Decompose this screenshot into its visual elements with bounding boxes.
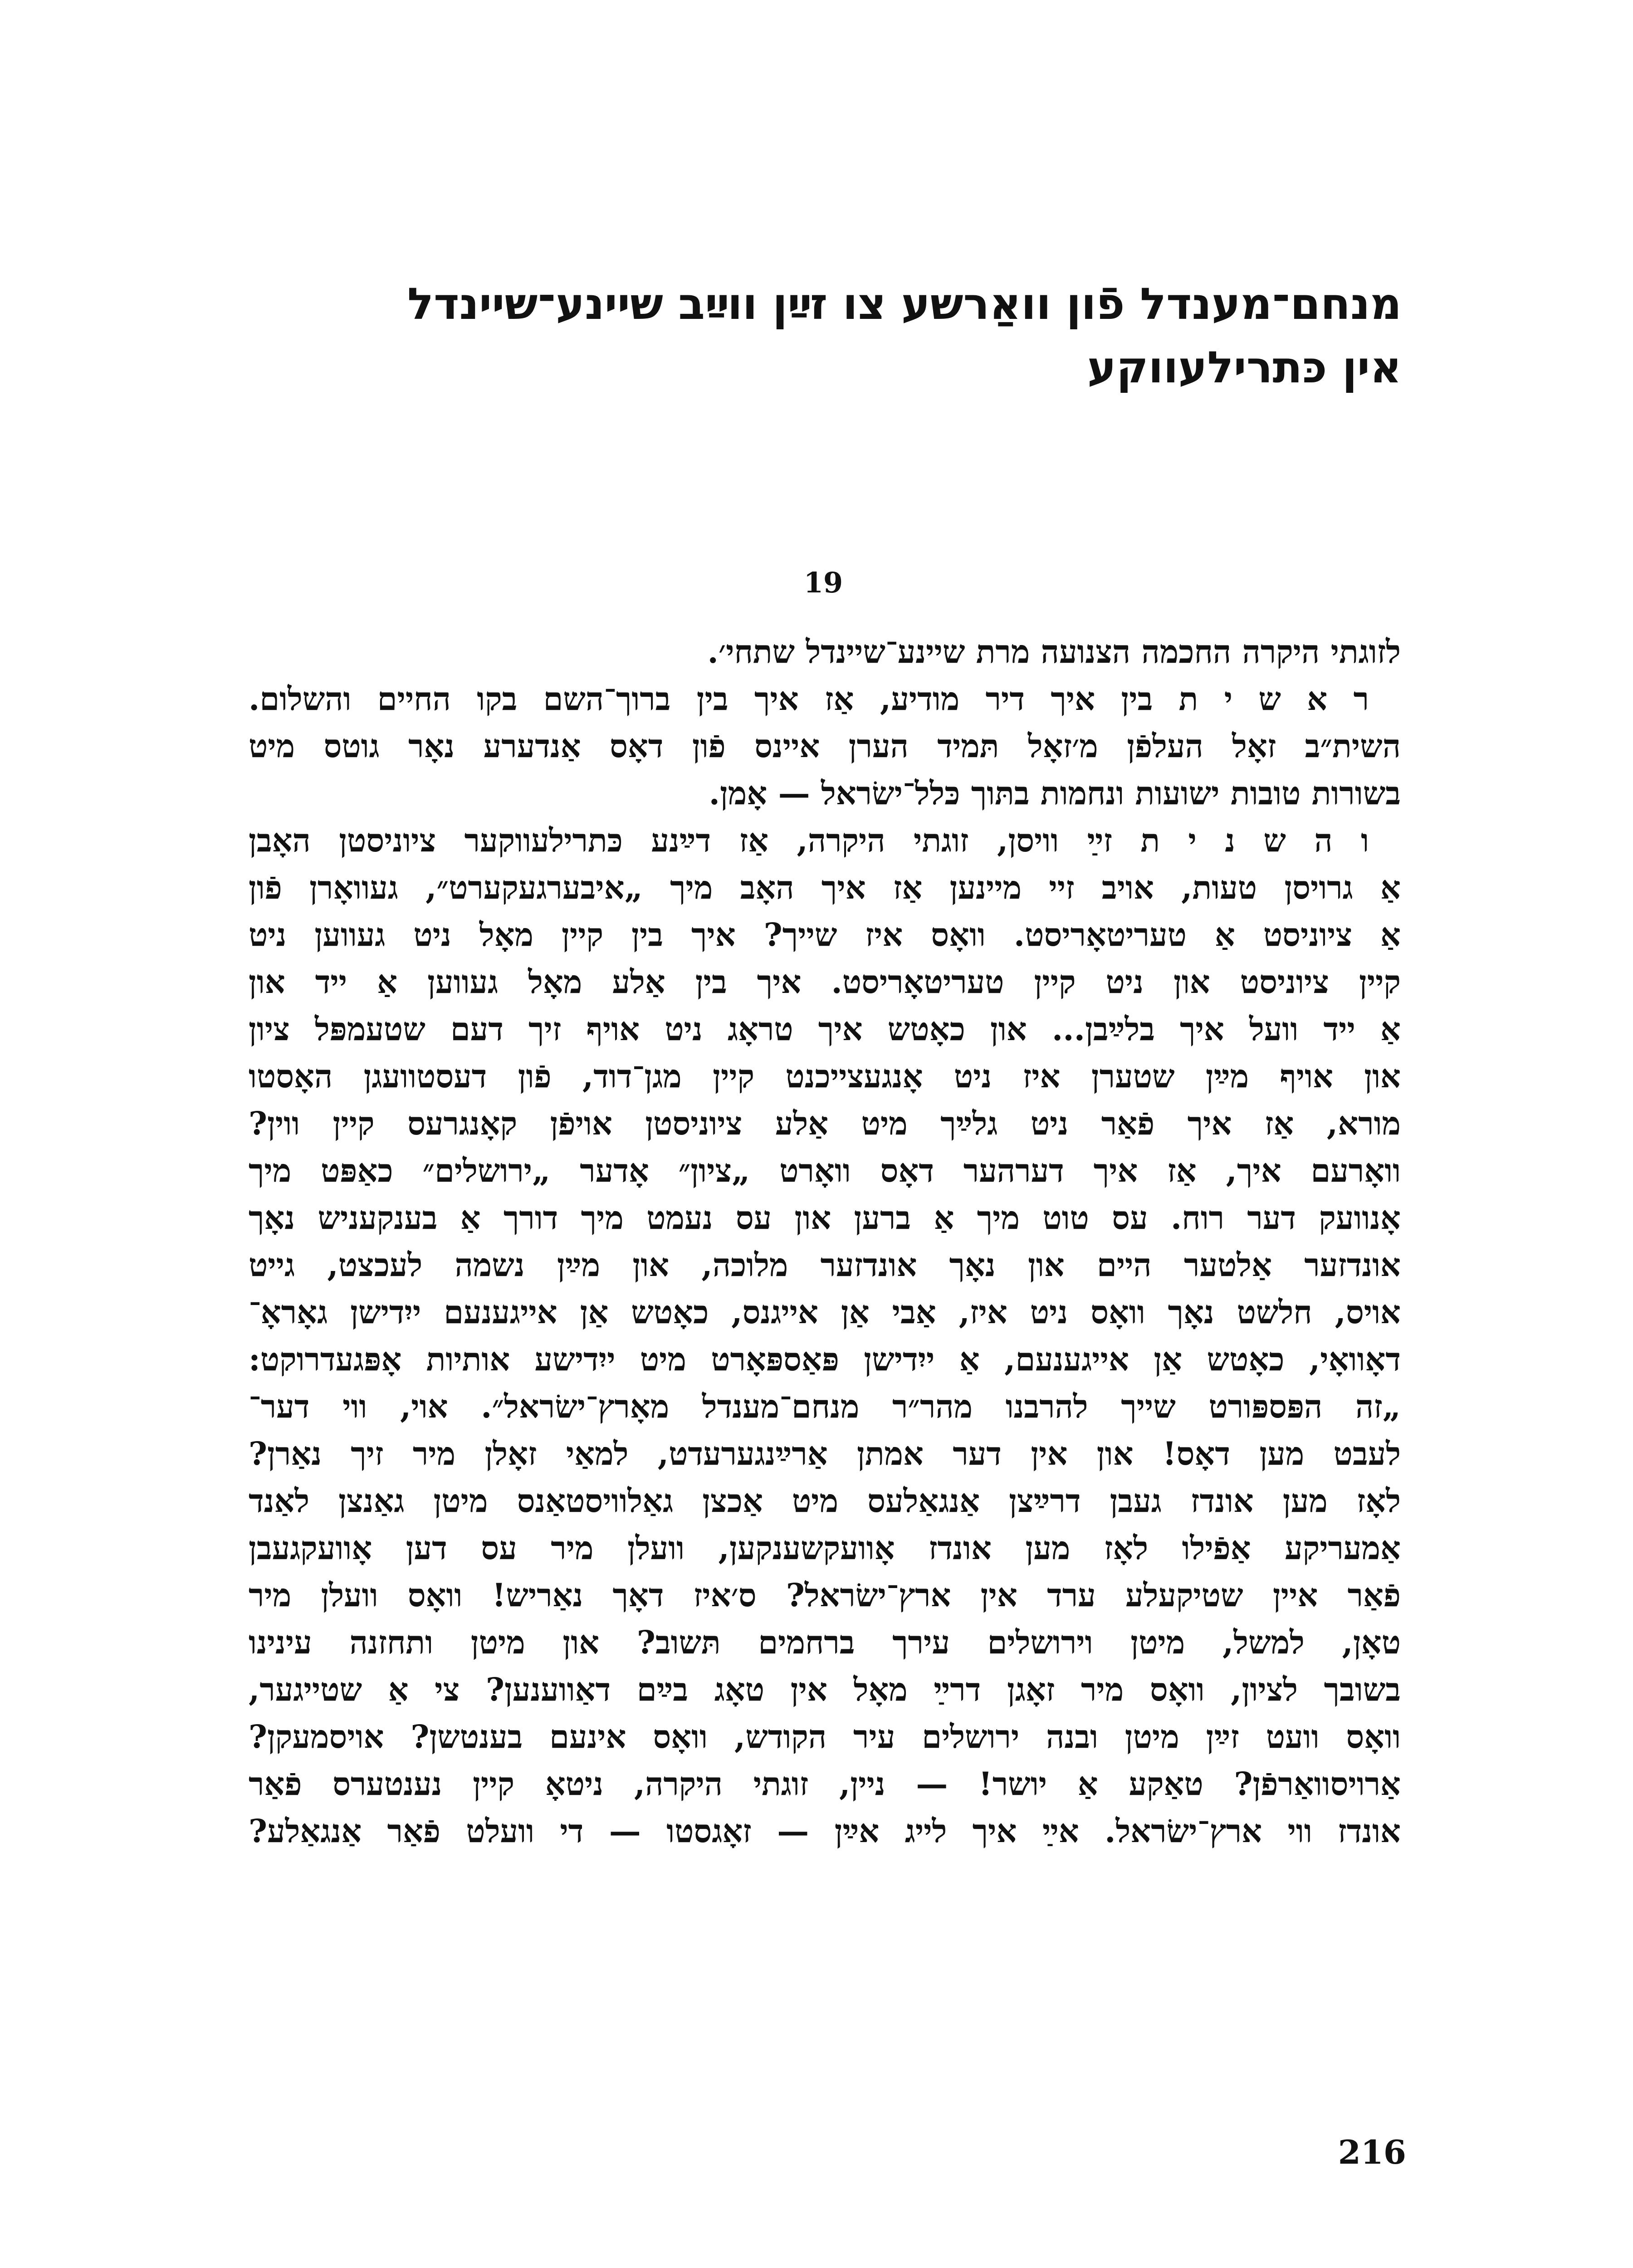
salutation-line: לזוגתי היקרה החכמה הצנועה מרת שיינע־שיינדל שתחי׳. [707,633,1401,670]
text-line: בשורות טובות ישועות ונחמות בתּוך כּלל־ישׂראל — אָמן. [709,774,1401,812]
page-number: 216 [1338,2133,1406,2171]
text-line: מורא, אַז איך פֿאַר ניט גלײַך מיט אַלע ציוניסטן אויפֿן קאָנגרעס קיין ווין? [249,1105,1401,1142]
text-line: אָנוועק דער רוח. עס טוט מיך אַ ברען און עס נעמט מיך דורך אַ בענקעניש נאָך [249,1199,1401,1237]
text-line: קיין ציוניסט און ניט קיין טעריטאָריסט. איך בין אַלע מאָל געווען אַ ייד און [249,963,1401,1001]
text-line: ר א ש י ת בין איך דיר מודיע, אַז איך בין ברוך־השם בקו החיים והשלום. [249,680,1369,718]
text-line: וואָרעם איך, אַז איך דערהער דאָס וואָרט „ציון״ אָדער „ירושלים״ כאַפּט מיך [249,1152,1401,1189]
chapter-title-line-1: מנחם־מענדל פֿון וואַרשע צו זײַן ווײַב שיינע־שיינדל [407,279,1402,329]
text-line: אויס, חלשט נאָך וואָס ניט איז, אַבי אַן אייגנס, כאָטש אַן אייגענעם ייִדישן גאָראָ־ [249,1293,1401,1331]
text-line: אַ גרויסן טעות, אויב זיי מיינען אַז איך האָב מיך „איבערגעקערט״, געוואָרן פֿון [249,869,1401,906]
text-line: בשובך לציון, וואָס מיר זאָגן דרײַ מאָל אין טאָג בײַם דאַווענען? צי אַ שטייגער, [249,1671,1401,1708]
text-line: ו ה ש נ י ת זײַ וויסן, זוגתי היקרה, אַז דײַנע כּתרילעווקער ציוניסטן האָבן [249,821,1369,859]
letter-body [249,628,1401,1855]
text-line: אַ ייד וועל איך בלײַבן... און כאָטש איך טראָג ניט אויף זיך דעם שטעמפּל ציון [249,1010,1401,1048]
text-line: השית״ב זאָל העלפֿן מ׳זאָל תּמיד הערן איינס פֿון דאָס אַנדערע נאָר גוטס מיט [249,727,1401,765]
text-line: אַ ציוניסט אַ טעריטאָריסט. וואָס איז שייך? איך בין קיין מאָל ניט געווען ניט [249,916,1401,953]
text-line: טאָן, למשל, מיטן וירושלים עירך ברחמים תּשוב? און מיטן ותחזנה עינינו [249,1623,1401,1661]
chapter-title-line-2: אין כּתרילעווקע [1087,342,1402,393]
text-line: אַרויסוואַרפֿן? טאַקע אַ יושר! — ניין, זוגתי היקרה, ניטאָ קיין נענטערס פֿאַר [249,1765,1401,1803]
chapter-title [345,272,1402,399]
text-line: אונדז ווי ארץ־ישׂראל. אײַ איך לייג אײַן — זאָגסטו — די וועלט פֿאַר אַנגאַלע? [249,1812,1401,1850]
letter-number: 19 [803,566,843,599]
text-line: לאָז מען אונדז געבן דרײַצן אַנגאַלעס מיט אַכצן גאַלוויסטאַנס מיטן גאַנצן לאַנד [249,1482,1401,1520]
text-line: פֿאַר איין שטיקעלע ערד אין ארץ־ישׂראל? ס׳איז דאָך נאַריש! וואָס וועלן מיר [249,1576,1401,1614]
text-line: אַמעריקע אַפֿילו לאָז מען אונדז אָוועקשענקען, וועלן מיר עס דען אָוועקגעבן [249,1529,1401,1567]
text-line: לעבט מען דאָס! און אין דער אמתן אַרײַנגערעדט, למאַי זאָלן מיר זיך נאַרן? [249,1435,1401,1472]
text-line: וואָס וועט זײַן מיטן ובנה ירושלים עיר הקודש, וואָס אינעם בענטשן? אויסמעקן? [249,1718,1401,1755]
text-line: „זה הפּספּורט שייך להרבנו מהר״ר מנחם־מענדל מאָרץ־ישׂראל״. אוי, ווי דער־ [249,1388,1401,1425]
text-line: און אויף מײַן שטערן איז ניט אָנגעצייכנט קיין מגן־דוד, פֿון דעסטוועגן האָסטו [249,1057,1401,1095]
text-line: דאָוואָי, כאָטש אַן אייגענעם, אַ ייִדישן פּאַספּאָרט מיט ייִדישע אותיות אָפּגעדרוקט: [249,1340,1401,1378]
text-line: אונדזער אַלטער היים און נאָך אונדזער מלוכה, און מײַן נשמה לעכצט, גייט [249,1246,1401,1284]
